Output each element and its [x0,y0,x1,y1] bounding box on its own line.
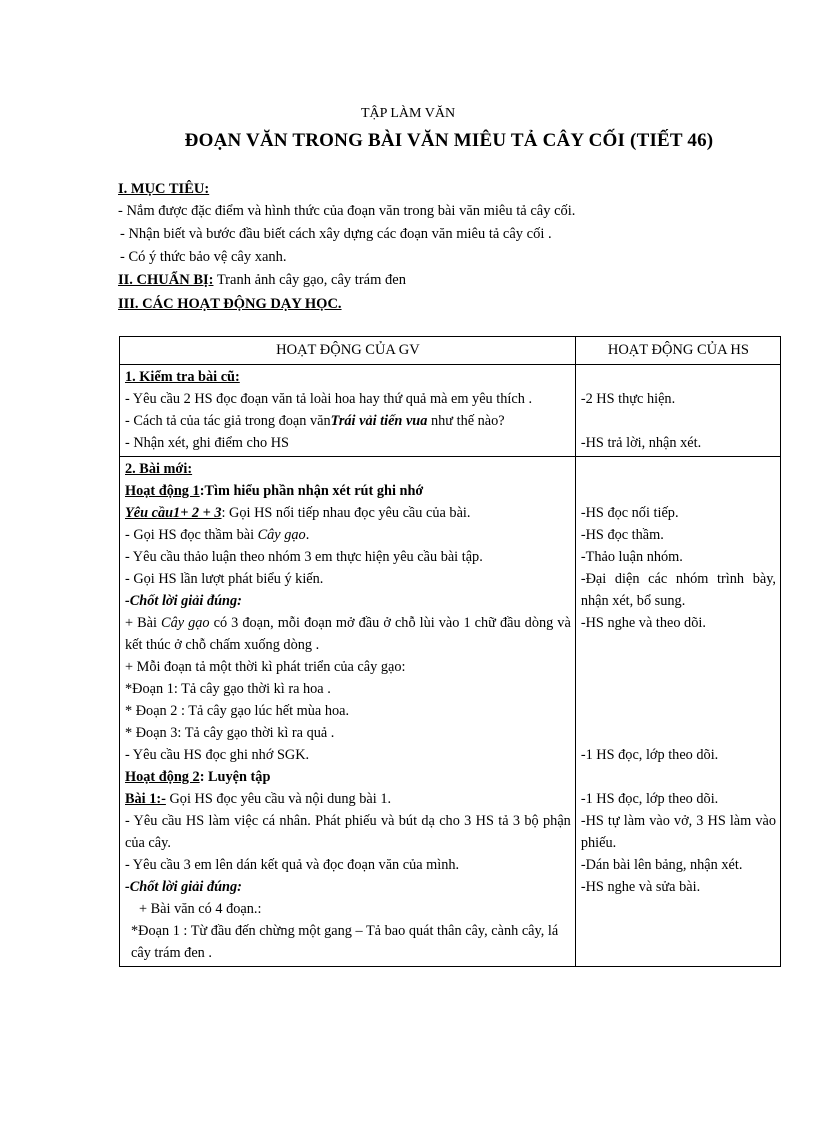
gv-line: *Đoạn 1: Tả cây gạo thời kì ra hoa . [125,681,331,697]
activities-table [119,336,781,967]
objectives-heading: I. MỤC TIÊU: [118,181,210,197]
hs-line: -HS nghe và sửa bài. [580,879,701,895]
gv-line: * Đoạn 3: Tả cây gạo thời kì ra quả . [125,725,335,741]
objective-item: - Nắm được đặc điểm và hình thức của đoạn văn trong bài văn miêu tả cây cối. [118,203,576,219]
hs-cell-old-lesson [575,365,780,457]
table-row-old-lesson [120,365,781,457]
gv-line: * Đoạn 2 : Tả cây gạo lúc hết mùa hoa. [125,703,350,719]
section-heading: 1. Kiểm tra bài cũ: [125,369,240,385]
activities-heading: III. CÁC HOẠT ĐỘNG DẠY HỌC. [118,296,342,312]
hs-line: -Thảo luận nhóm. [580,549,683,565]
conclusion-heading: -Chốt lời giải đúng: [125,879,242,895]
subject-label: TẬP LÀM VĂN [360,106,456,121]
hs-line: -Dán bài lên bảng, nhận xét. [580,857,743,873]
gv-line: - Gọi HS đọc thầm bài Cây gạo. [125,527,310,543]
gv-line: - Cách tả của tác giả trong đoạn vănTrái vải tiến vua như thế nào? [125,413,505,429]
preparation-heading: II. CHUẨN BỊ: [118,272,214,288]
table-row-new-lesson [120,457,781,967]
hs-line: -1 HS đọc, lớp theo dõi. [580,791,719,807]
page-title: ĐOẠN VĂN TRONG BÀI VĂN MIÊU TẢ CÂY CỐI (TIẾT 46) [184,130,714,151]
gv-line: - Gọi HS lần lượt phát biểu ý kiến. [125,571,324,587]
preparation-text: Tranh ảnh cây gạo, cây trám đen [213,272,406,288]
gv-line: - Yêu cầu 2 HS đọc đoạn văn tả loài hoa hay thứ quả mà em yêu thích . [125,391,533,407]
objective-item: - Có ý thức bảo vệ cây xanh. [120,249,287,265]
hs-line: -Đại diện các nhóm trình bày, nhận xét, bổ sung. [580,571,776,609]
gv-line: + Bài văn có 4 đoạn.: [139,901,262,917]
activity-1-heading: Hoạt động 1:Tìm hiểu phần nhận xét rút ghi nhớ [125,483,424,499]
hs-line: -2 HS thực hiện. [580,391,676,407]
gv-line: *Đoạn 1 : Từ đầu đến chừng một gang – Tả bao quát thân cây, cành cây, lá cây trám đen . [131,923,559,961]
gv-line: - Nhận xét, ghi điểm cho HS [125,435,289,451]
hs-line: -HS đọc thầm. [580,527,664,543]
hs-line: -HS nghe và theo dõi. [580,615,706,631]
text-title-reference: Trái vải tiến vua [330,413,428,429]
section-heading: 2. Bài mới: [125,461,193,477]
gv-line: Yêu cầu1+ 2 + 3: Gọi HS nối tiếp nhau đọc yêu cầu của bài. [125,505,471,521]
activity-2-heading: Hoạt động 2: Luyện tập [125,769,271,785]
gv-line: + Mỗi đoạn tả một thời kì phát triển của cây gạo: [125,659,406,675]
hs-cell-new-lesson [575,457,780,967]
hs-line: -HS trả lời, nhận xét. [580,435,702,451]
gv-line: - Yêu cầu HS đọc ghi nhớ SGK. [125,747,310,763]
conclusion-heading: -Chốt lời giải đúng: [125,593,242,609]
gv-line: - Yêu cầu HS làm việc cá nhân. Phát phiếu và bút dạ cho 3 HS tả 3 bộ phận của cây. [125,813,571,851]
gv-line: - Yêu cầu thảo luận theo nhóm 3 em thực hiện yêu cầu bài tập. [125,549,483,565]
gv-line: + Bài Cây gạo có 3 đoạn, mỗi đoạn mở đầu ở chỗ lùi vào 1 chữ đầu dòng và kết thúc ở chỗ chấm xuống dòng . [125,615,571,653]
gv-line: Bài 1:- Gọi HS đọc yêu cầu và nội dung bài 1. [125,791,392,807]
gv-line: - Yêu cầu 3 em lên dán kết quả và đọc đoạn văn của mình. [125,857,460,873]
table-header-row [120,337,781,365]
hs-line: -HS tự làm vào vở, 3 HS làm vào phiếu. [580,813,776,851]
column-header-hs: HOẠT ĐỘNG CỦA HS [575,337,780,365]
gv-cell-old-lesson [120,365,576,457]
gv-cell-new-lesson [120,457,576,967]
hs-line: -1 HS đọc, lớp theo dõi. [580,747,719,763]
objective-item: - Nhận biết và bước đầu biết cách xây dựng các đoạn văn miêu tả cây cối . [120,226,552,242]
column-header-gv: HOẠT ĐỘNG CỦA GV [120,337,576,365]
preparation-line [118,272,406,289]
hs-line: -HS đọc nối tiếp. [580,505,679,521]
